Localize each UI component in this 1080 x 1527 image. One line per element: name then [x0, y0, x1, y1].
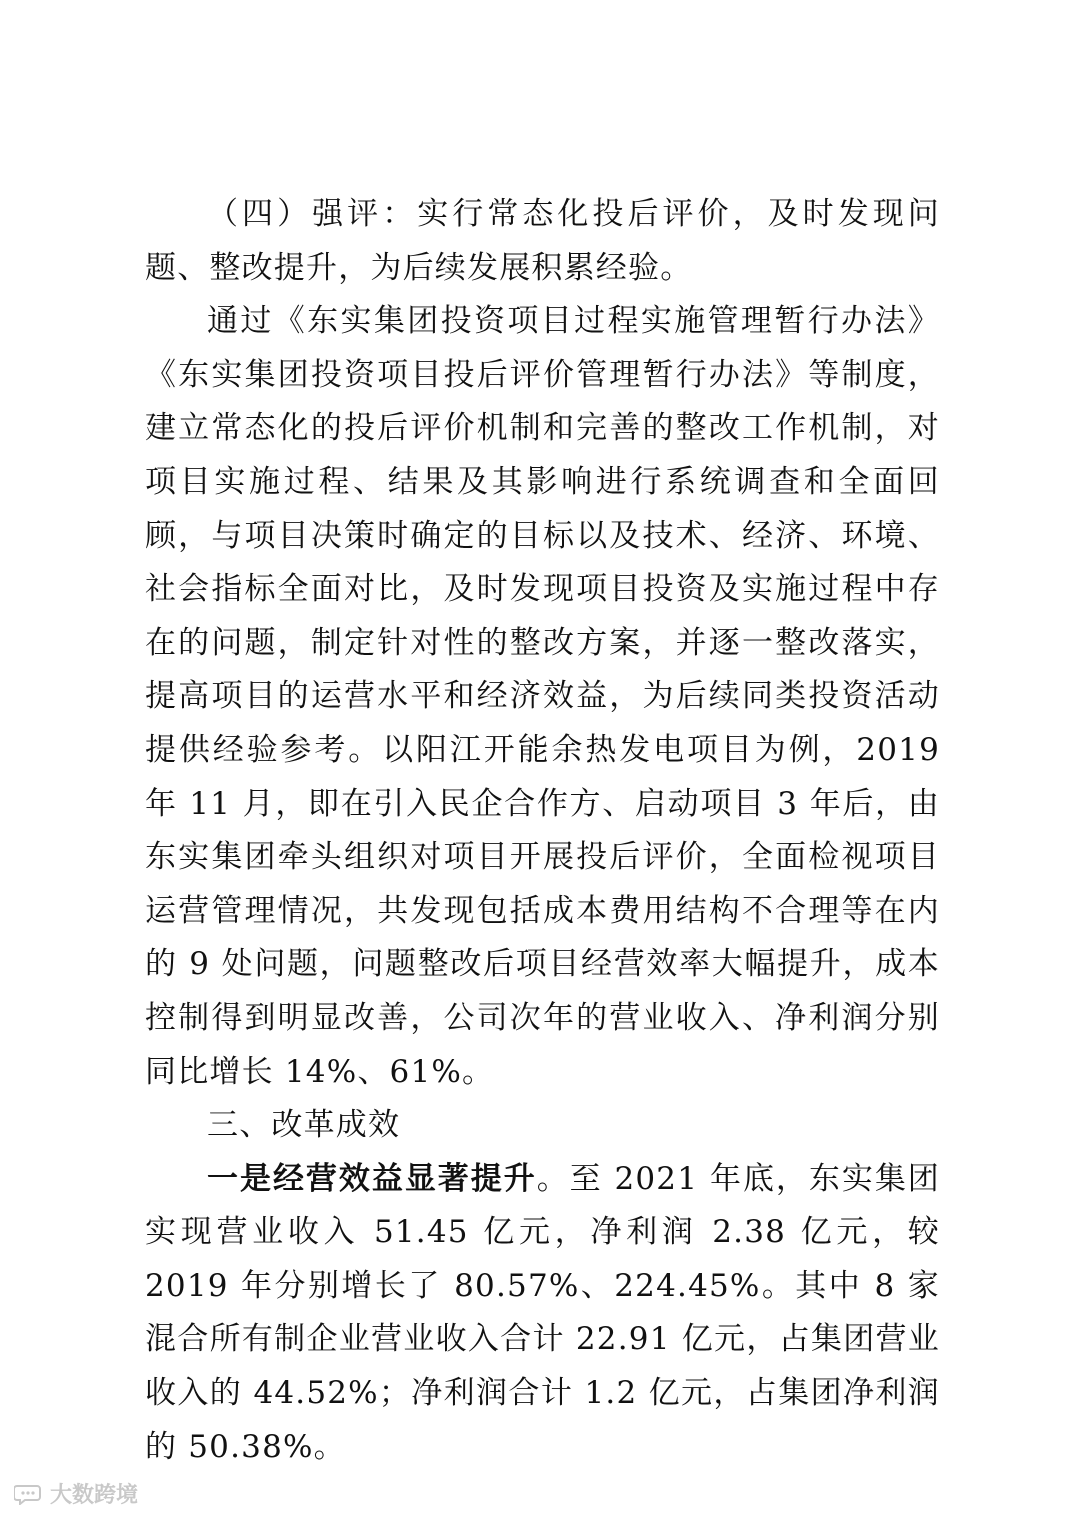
paragraph-strong-evaluation: （四）强评：实行常态化投后评价，及时发现问题、整改提升，为后续发展积累经验。 [145, 196, 940, 286]
chat-bubble-icon [14, 1483, 44, 1505]
paragraph-post-evaluation-mechanism: 通过《东实集团投资项目过程实施管理暂行办法》《东实集团投资项目投后评价管理暂行办法》等制度，建立常态化的投后评价机制和完善的整改工作机制，对项目实施过程、结果及其影响进行系统调查和全面回顾，与项目决策时确定的目标以及技术、经济、环境、社会指标全面对比，及时发现项目投资及实施过程中存在的问题，制定针对性的整改方案，并逐一整改落实，提高项目的运营水平和经济效益，为后续同类投资活动提供经验参考。以阳江开能余热发电项目为例，2019 年 11 月，即在引入民企合作方、启动项目 3 年后，由东实集团牵头组织对项目开展投后评价，全面检视项目运营管理情况，共发现包括成本费用结构不合理等在内的 9 处问题，问题整改后项目经营效率大幅提升，成本控制得到明显改善，公司次年的营业收入、净利润分别同比增长 14%、61%。 [145, 303, 940, 1090]
section-heading: 三、改革成效 [207, 1107, 401, 1144]
results-body: 。至 2021 年底，东实集团实现营业收入 51.45 亿元，净利润 2.38 亿元，较 2019 年分别增长了 80.57%、224.45%。其中 8 家混合所有制企业营业收入合计 22.91 亿元，占集团营业收入的 44.52%；净利润合计 1.2 亿元，占集团净利润的 50.38%。 [145, 1160, 940, 1465]
document-body [145, 188, 940, 1474]
watermark [14, 1478, 138, 1509]
bold-lead: 一是经营效益显著提升 [207, 1160, 537, 1197]
paragraph-results [145, 1153, 940, 1475]
watermark-text: 大数跨境 [50, 1483, 139, 1508]
